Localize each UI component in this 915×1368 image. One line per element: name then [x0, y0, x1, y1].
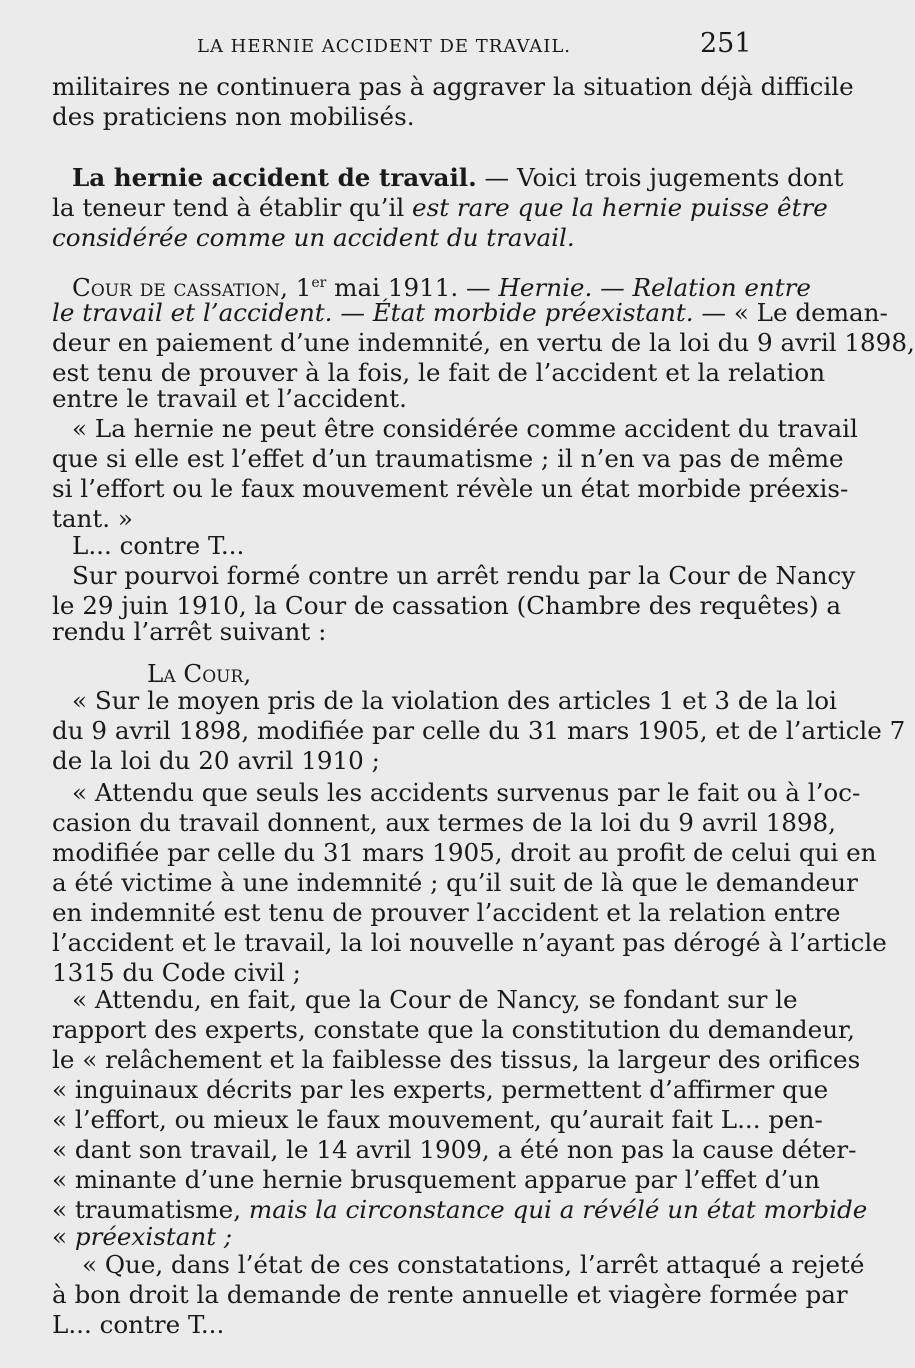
text-line: rapport des experts, constate que la constitution du demandeur, [52, 1015, 855, 1044]
text-line: casion du travail donnent, aux termes de la loi du 9 avril 1898, [52, 808, 836, 837]
text-line: « minante d’une hernie brusquement apparue par l’effet d’un [52, 1165, 820, 1194]
text-line: « Attendu que seuls les accidents survenus par le fait ou à l’oc- [72, 778, 861, 807]
text-span: , 1 [280, 273, 312, 303]
running-head [0, 28, 800, 68]
italic-span: le travail et l’accident. — État morbide préexistant. [52, 298, 694, 327]
text-line: si l’effort ou le faux mouvement révèle un état morbide préexis- [52, 474, 849, 503]
court-name: Cour de cassation [72, 273, 281, 303]
text-line: « La hernie ne peut être considérée comme accident du travail [72, 414, 858, 443]
text-line: le 29 juin 1910, la Cour de cassation (Chambre des requêtes) a [52, 591, 842, 620]
text-line: a été victime à une indemnité ; qu’il suit de là que le demandeur [52, 868, 858, 897]
italic-span: mais la circonstance qui a révélé un état morbide [248, 1195, 868, 1224]
text-span: — « Le deman- [693, 298, 888, 327]
text-line: « inguinaux décrits par les experts, permettent d’affirmer que [52, 1075, 829, 1104]
text-line: 1315 du Code civil ; [52, 958, 301, 987]
text-line: « Que, dans l’état de ces constatations, l’arrêt attaqué a rejeté [82, 1250, 865, 1279]
italic-span: considérée comme un accident du travail. [52, 223, 575, 252]
text-line: « Sur le moyen pris de la violation des articles 1 et 3 de la loi [72, 686, 837, 715]
court-heading-line [147, 659, 847, 689]
text-line: l’accident et le travail, la loi nouvelle n’ayant pas dérogé à l’article [52, 928, 887, 957]
text-line: militaires ne continuera pas à aggraver la situation déjà difficile [52, 72, 854, 101]
text-span: , [243, 659, 252, 688]
text-line: tant. » [52, 504, 133, 533]
text-line: de la loi du 20 avril 1910 ; [52, 746, 380, 775]
text-span: la teneur tend à établir qu’il [52, 193, 413, 222]
text-line: « dant son travail, le 14 avril 1909, a été non pas la cause déter- [52, 1135, 857, 1164]
text-span: — Voici trois jugements dont [476, 163, 844, 192]
text-line: L... contre T... [52, 1310, 225, 1339]
ordinal-superscript: er [311, 275, 327, 291]
section-heading: La hernie accident de travail. [72, 163, 477, 192]
case-parties: L... contre T... [72, 531, 245, 560]
text-line [52, 193, 828, 223]
text-span: mai 1911. — [326, 273, 499, 303]
text-span: « [52, 1222, 75, 1251]
text-line: rendu l’arrêt suivant : [52, 617, 327, 646]
page-number: 251 [700, 28, 752, 59]
text-line: entre le travail et l’accident. [52, 384, 407, 413]
text-line: « Attendu, en fait, que la Cour de Nancy, se fondant sur le [72, 985, 798, 1014]
italic-span: Hernie. — Relation entre [498, 273, 811, 303]
text-line [52, 298, 888, 328]
text-line [52, 1222, 752, 1252]
text-line: « l’effort, ou mieux le faux mouvement, qu’aurait fait L... pen- [52, 1105, 823, 1134]
text-line: des praticiens non mobilisés. [52, 102, 415, 131]
text-line: à bon droit la demande de rente annuelle et viagère formée par [52, 1280, 848, 1309]
italic-span: est rare que la hernie puisse être [412, 193, 828, 222]
italic-span: préexistant ; [74, 1222, 233, 1251]
text-line [52, 1195, 868, 1225]
text-line: du 9 avril 1898, modifiée par celle du 31 mars 1905, et de l’article 7 [52, 716, 906, 745]
text-line: est tenu de prouver à la fois, le fait de l’accident et la relation [52, 358, 826, 387]
section-heading-line [72, 163, 844, 193]
court-heading: La Cour [147, 659, 244, 688]
text-line: deur en paiement d’une indemnité, en vertu de la loi du 9 avril 1898, [52, 328, 915, 357]
text-line: que si elle est l’effet d’un traumatisme ; il n’en va pas de même [52, 444, 844, 473]
text-line: Sur pourvoi formé contre un arrêt rendu par la Cour de Nancy [72, 561, 856, 590]
text-line: le « relâchement et la faiblesse des tissus, la largeur des orifices [52, 1045, 861, 1074]
text-line [52, 223, 752, 253]
text-line: modifiée par celle du 31 mars 1905, droit au profit de celui qui en [52, 838, 877, 867]
text-line: en indemnité est tenu de prouver l’accident et la relation entre [52, 898, 841, 927]
running-head-title: LA HERNIE ACCIDENT DE TRAVAIL. [197, 36, 572, 57]
text-span: « traumatisme, [52, 1195, 249, 1224]
